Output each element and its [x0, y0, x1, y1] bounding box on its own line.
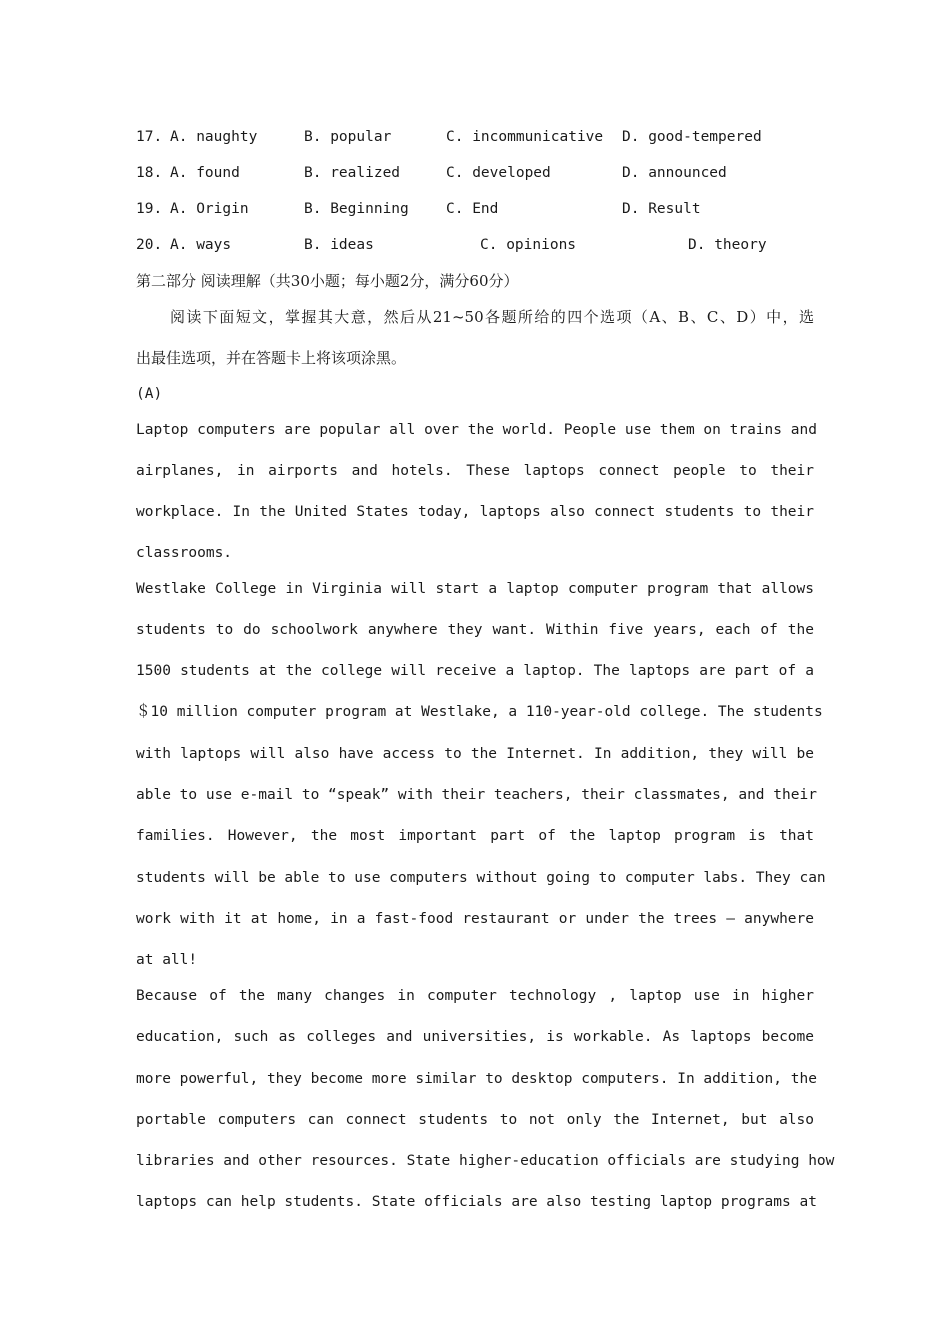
passage-line: portable computers can connect students to not only the Internet, but also [136, 1112, 814, 1128]
passage-line: students will be able to use computers without going to computer labs. They can [136, 870, 826, 886]
question-number: 18. [136, 165, 163, 181]
passage-line: airplanes, in airports and hotels. These laptops connect people to their [136, 463, 814, 479]
option-b: B. Beginning [304, 201, 409, 217]
question-number: 17. [136, 129, 163, 145]
question-17-options [136, 127, 826, 147]
question-19-options [136, 199, 826, 219]
passage-line: classrooms. [136, 545, 233, 561]
passage-line: laptops can help students. State officials are also testing laptop programs at [136, 1194, 817, 1210]
passage-line: Westlake College in Virginia will start a laptop computer program that allows [136, 581, 814, 597]
section-title: 第二部分 阅读理解（共30小题；每小题2分，满分60分） [136, 272, 519, 290]
option-d: D. Result [622, 201, 701, 217]
option-c: C. incommunicative [446, 129, 604, 145]
passage-label: (A) [136, 386, 163, 402]
passage-line: libraries and other resources. State higher-education officials are studying how [136, 1153, 835, 1169]
option-b: B. ideas [304, 237, 374, 253]
option-a: A. ways [170, 237, 232, 253]
passage-line: 1500 students at the college will receive a laptop. The laptops are part of a [136, 663, 814, 679]
passage-line: education, such as colleges and universities, is workable. As laptops become [136, 1029, 814, 1045]
instructions-line: 阅读下面短文，掌握其大意，然后从21~50各题所给的四个选项（A、B、C、D）中，选 [170, 308, 814, 326]
option-c: C. developed [446, 165, 551, 181]
passage-line: more powerful, they become more similar to desktop computers. In addition, the [136, 1071, 817, 1087]
passage-line: work with it at home, in a fast-food restaurant or under the trees — anywhere [136, 911, 814, 927]
passage-line: workplace. In the United States today, laptops also connect students to their [136, 504, 814, 520]
question-number: 20. [136, 237, 163, 253]
passage-line: families. However, the most important part of the laptop program is that [136, 828, 814, 844]
instructions-line: 出最佳选项，并在答题卡上将该项涂黑。 [136, 349, 407, 367]
passage-line: at all! [136, 952, 198, 968]
option-d: D. theory [688, 237, 767, 253]
passage-line: Laptop computers are popular all over the world. People use them on trains and [136, 422, 817, 438]
option-a: A. naughty [170, 129, 258, 145]
passage-line: students to do schoolwork anywhere they want. Within five years, each of the [136, 622, 814, 638]
question-18-options [136, 163, 826, 183]
option-c: C. End [446, 201, 499, 217]
option-a: A. Origin [170, 201, 249, 217]
passage-line: with laptops will also have access to the Internet. In addition, they will be [136, 746, 814, 762]
question-number: 19. [136, 201, 163, 217]
option-b: B. popular [304, 129, 392, 145]
option-c: C. opinions [480, 237, 577, 253]
option-b: B. realized [304, 165, 401, 181]
passage-line: able to use e-mail to “speak” with their teachers, their classmates, and their [136, 787, 817, 803]
option-d: D. good-tempered [622, 129, 762, 145]
passage-line: ＄10 million computer program at Westlake, a 110-year-old college. The students [136, 704, 823, 720]
question-20-options [136, 235, 826, 255]
option-d: D. announced [622, 165, 727, 181]
passage-line: Because of the many changes in computer technology , laptop use in higher [136, 988, 814, 1004]
option-a: A. found [170, 165, 240, 181]
